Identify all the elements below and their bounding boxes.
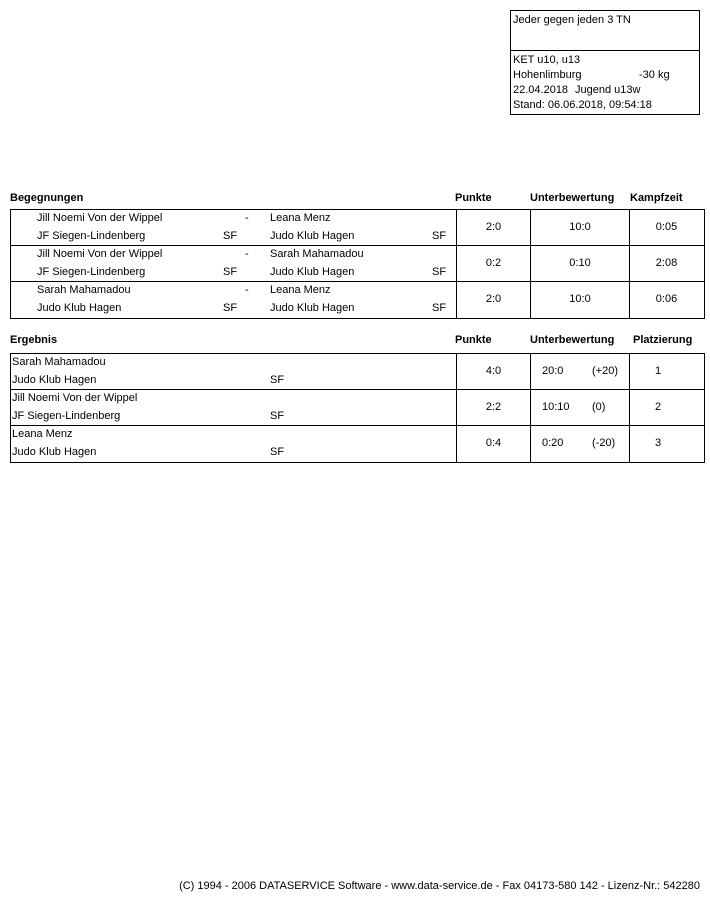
result-place: 3	[655, 437, 662, 449]
result-row	[11, 354, 704, 390]
fighter-1-name: Sarah Mahamadou	[37, 284, 131, 296]
result-diff: (-20)	[592, 437, 616, 449]
matches-col-points: Punkte	[455, 192, 492, 204]
result-row	[11, 389, 704, 426]
result-points: 4:0	[485, 365, 502, 377]
info-box-divider	[511, 50, 699, 51]
result-points: 2:2	[485, 401, 502, 413]
match-score: 0:10	[569, 257, 591, 269]
fighter-2-tag: SF	[432, 302, 447, 314]
fighter-1-name: Jill Noemi Von der Wippel	[37, 248, 163, 260]
results-col-score: Unterbewertung	[530, 334, 615, 346]
match-row	[11, 210, 704, 246]
vs-dash: -	[245, 212, 249, 224]
athlete-club: JF Siegen-Lindenberg	[12, 410, 121, 422]
results-col-points: Punkte	[455, 334, 492, 346]
result-score: 0:20	[542, 437, 564, 449]
match-time: 0:05	[655, 221, 678, 233]
athlete-tag: SF	[270, 410, 285, 422]
event-location: Hohenlimburg	[513, 69, 582, 81]
match-score: 10:0	[569, 293, 591, 305]
footer-copyright: (C) 1994 - 2006 DATASERVICE Software - www.data-service.de - Fax 04173-580 142 - Lizenz-Nr.: 542280	[179, 880, 700, 892]
results-table	[10, 353, 705, 463]
athlete-name: Leana Menz	[12, 428, 73, 440]
fighter-1-club: JF Siegen-Lindenberg	[37, 266, 146, 278]
fighter-2-tag: SF	[432, 266, 447, 278]
match-time: 2:08	[655, 257, 678, 269]
result-diff: (+20)	[592, 365, 618, 377]
result-score: 20:0	[542, 365, 564, 377]
fighter-2-club: Judo Klub Hagen	[270, 230, 355, 242]
fighter-2-name: Leana Menz	[270, 284, 331, 296]
results-col-place: Platzierung	[633, 334, 693, 346]
match-points: 2:0	[485, 293, 502, 305]
athlete-club: Judo Klub Hagen	[12, 446, 97, 458]
fighter-2-tag: SF	[432, 230, 447, 242]
tournament-mode: Jeder gegen jeden 3 TN	[513, 14, 631, 26]
fighter-2-name: Leana Menz	[270, 212, 331, 224]
athlete-name: Sarah Mahamadou	[12, 356, 106, 368]
matches-heading: Begegnungen	[10, 192, 84, 204]
status-timestamp: Stand: 06.06.2018, 09:54:18	[513, 99, 652, 111]
age-category: Jugend u13w	[575, 84, 641, 96]
fighter-1-name: Jill Noemi Von der Wippel	[37, 212, 163, 224]
event-date: 22.04.2018	[513, 84, 569, 96]
matches-table	[10, 209, 705, 319]
result-score: 10:10	[542, 401, 570, 413]
result-place: 1	[655, 365, 662, 377]
match-row	[11, 281, 704, 318]
event-name: KET u10, u13	[513, 54, 581, 66]
matches-col-score: Unterbewertung	[530, 192, 615, 204]
athlete-club: Judo Klub Hagen	[12, 374, 97, 386]
match-points: 0:2	[485, 257, 502, 269]
fighter-2-club: Judo Klub Hagen	[270, 266, 355, 278]
fighter-2-name: Sarah Mahamadou	[270, 248, 364, 260]
fighter-1-club: JF Siegen-Lindenberg	[37, 230, 146, 242]
fighter-2-club: Judo Klub Hagen	[270, 302, 355, 314]
matches-col-time: Kampfzeit	[630, 192, 683, 204]
athlete-tag: SF	[270, 446, 285, 458]
fighter-1-tag: SF	[223, 266, 238, 278]
match-time: 0:06	[655, 293, 678, 305]
athlete-name: Jill Noemi Von der Wippel	[12, 392, 138, 404]
header-info-box	[510, 10, 700, 115]
result-diff: (0)	[592, 401, 606, 413]
result-points: 0:4	[485, 437, 502, 449]
weight-class: -30 kg	[639, 69, 670, 81]
vs-dash: -	[245, 284, 249, 296]
results-heading: Ergebnis	[10, 334, 58, 346]
athlete-tag: SF	[270, 374, 285, 386]
match-row	[11, 245, 704, 282]
result-place: 2	[655, 401, 662, 413]
fighter-1-club: Judo Klub Hagen	[37, 302, 122, 314]
fighter-1-tag: SF	[223, 302, 238, 314]
fighter-1-tag: SF	[223, 230, 238, 242]
result-row	[11, 425, 704, 462]
vs-dash: -	[245, 248, 249, 260]
match-score: 10:0	[569, 221, 591, 233]
match-points: 2:0	[485, 221, 502, 233]
